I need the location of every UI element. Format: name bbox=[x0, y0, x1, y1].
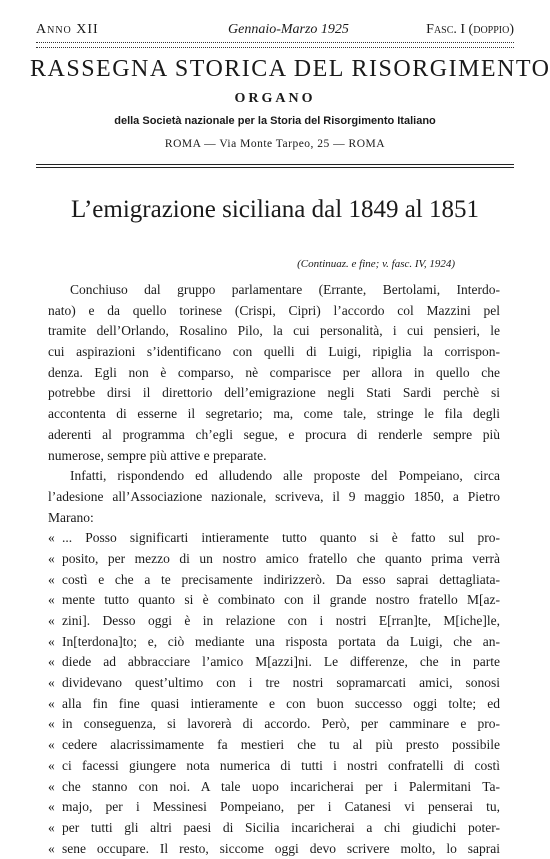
running-header bbox=[36, 22, 514, 44]
article-body bbox=[48, 280, 500, 859]
body-line-text: in conseguenza, si lavorerà di accordo. Però, per camminare e pro- bbox=[62, 716, 500, 732]
body-line-text: posito, per mezzo di un nostro amico fratello che quanto prima verrà bbox=[62, 550, 500, 566]
body-line bbox=[48, 756, 500, 777]
body-line bbox=[48, 818, 500, 839]
quote-mark: « bbox=[48, 592, 55, 608]
body-line-text: numerose, sempre più attive e preparate. bbox=[48, 447, 267, 463]
body-line bbox=[48, 694, 500, 715]
journal-society: della Società nazionale per la Storia del Risorgimento Italiano bbox=[114, 115, 436, 127]
body-line-text: Marano: bbox=[48, 509, 94, 525]
journal-organo-label: ORGANO bbox=[234, 91, 316, 106]
body-line-text: diede ad abbracciare l’amico M[azzi]ni. Le differenze, che in parte bbox=[62, 654, 500, 670]
body-line-text: potrebbe dirsi il direttorio dell’emigrazione negli Stati Sardi perchè si bbox=[48, 385, 500, 401]
quote-mark: « bbox=[48, 799, 55, 815]
body-line-text: alla fin fine quasi intieramente e con buon successo oggi tolte; ed bbox=[62, 695, 500, 711]
quote-mark: « bbox=[48, 819, 55, 835]
volume-year: Anno XII bbox=[36, 22, 99, 37]
body-line bbox=[48, 777, 500, 798]
body-line bbox=[48, 735, 500, 756]
quote-mark: « bbox=[48, 550, 55, 566]
body-line-text: tramite dell’Orlando, Rosalino Pilo, la cui personalità, i cui pensieri, le bbox=[48, 323, 500, 339]
body-line bbox=[48, 342, 500, 363]
body-line-text: aderenti al programma ch’egli segue, e procura di renderle sempre più bbox=[48, 426, 500, 442]
quote-mark: « bbox=[48, 530, 55, 546]
body-line-text: mente tutto quanto si è combinato con il grande nostro fratello M[az- bbox=[62, 592, 500, 608]
body-line-text: per tutti gli altri paesi di Sicilia incaricherai a chi giudichi poter- bbox=[62, 819, 500, 835]
article-title: L’emigrazione siciliana dal 1849 al 1851 bbox=[71, 196, 479, 223]
body-line-text: costì e che a te precisamente indirizzerò. Da esso saprai dettagliata- bbox=[62, 571, 500, 587]
body-line bbox=[48, 446, 500, 467]
body-line-text: cui aspirazioni s’identificano con quelli di Luigi, ripiglia la corrispon- bbox=[48, 344, 500, 360]
body-line-text: ci facessi giungere nota numerica di tutti i nostri confratelli di costì bbox=[62, 757, 500, 773]
body-line bbox=[48, 487, 500, 508]
quote-mark: « bbox=[48, 840, 55, 856]
body-line bbox=[48, 466, 500, 487]
body-line-text: dividevano quest’ultimo con i tre nostri sopramarcati amici, sonosi bbox=[62, 675, 500, 691]
quote-mark: « bbox=[48, 633, 55, 649]
body-line-text: accontenta di esserne il segretario; ma, come tale, stringe le fila degli bbox=[48, 406, 500, 422]
body-line bbox=[48, 714, 500, 735]
issue-date: Gennaio-Marzo 1925 bbox=[228, 22, 349, 37]
body-line-text: Infatti, rispondendo ed alludendo alle proposte del Pompeiano, circa bbox=[70, 468, 500, 484]
quote-mark: « bbox=[48, 737, 55, 753]
body-line-text: In[terdona]to; e, ciò mediante una risposta portata da Luigi, che an- bbox=[62, 633, 500, 649]
continuation-note: (Continuaz. e fine; v. fasc. IV, 1924) bbox=[297, 258, 455, 270]
body-line-text: cedere alacrissimamente fa mestieri che tu al più presto possibile bbox=[62, 737, 500, 753]
body-line bbox=[48, 528, 500, 549]
body-line-text: Conchiuso dal gruppo parlamentare (Errante, Bertolami, Interdo- bbox=[70, 282, 500, 297]
body-line bbox=[48, 508, 500, 529]
body-line bbox=[48, 611, 500, 632]
body-line bbox=[48, 280, 500, 301]
journal-title: RASSEGNA STORICA DEL RISORGIMENTO bbox=[30, 56, 550, 82]
body-line-text: majo, per i Messinesi Pompeiano, per i Catanesi vi penserai tu, bbox=[62, 799, 500, 815]
quote-mark: « bbox=[48, 613, 55, 628]
body-line-text: sene occupare. Il resto, siccome oggi devo scrivere molto, lo saprai bbox=[62, 840, 500, 856]
body-line bbox=[48, 652, 500, 673]
body-line bbox=[48, 301, 500, 322]
body-line bbox=[48, 570, 500, 591]
body-line bbox=[48, 363, 500, 384]
body-line bbox=[48, 549, 500, 570]
body-line bbox=[48, 632, 500, 653]
body-line bbox=[48, 383, 500, 404]
body-line bbox=[48, 590, 500, 611]
quote-mark: « bbox=[48, 654, 55, 670]
body-line bbox=[48, 797, 500, 818]
body-line bbox=[48, 404, 500, 425]
journal-address: ROMA — Via Monte Tarpeo, 25 — ROMA bbox=[164, 138, 386, 150]
body-line-text: l’adesione all’Associazione nazionale, scriveva, il 9 maggio 1850, a Pietro bbox=[48, 488, 500, 504]
masthead-divider-second bbox=[36, 167, 514, 168]
fascicle-number: Fasc. I (doppio) bbox=[426, 22, 514, 37]
header-ornament-divider bbox=[36, 42, 514, 48]
quote-mark: « bbox=[48, 757, 55, 773]
body-line-text: che stanno con noi. A tale uopo incaricherai per i Palermitani Ta- bbox=[62, 778, 500, 794]
quote-mark: « bbox=[48, 675, 55, 691]
body-line-text: denza. Egli non è comparso, nè comparisce per allora in quello che bbox=[48, 364, 500, 380]
body-line-text: ... Posso significarti intieramente tutto quanto si è fatto sul pro- bbox=[62, 530, 500, 546]
body-line-text: nato) e da quello torinese (Crispi, Cipri) l’accordo col Mazzini pel bbox=[48, 302, 500, 318]
quote-mark: « bbox=[48, 571, 55, 587]
body-line bbox=[48, 673, 500, 694]
quote-mark: « bbox=[48, 716, 55, 732]
body-line bbox=[48, 321, 500, 342]
body-line bbox=[48, 839, 500, 859]
body-line-text: zini]. Desso oggi è in relazione con i nostri E[rran]te, M[iche]le, bbox=[62, 613, 500, 628]
masthead-divider bbox=[36, 164, 514, 165]
quote-mark: « bbox=[48, 695, 55, 711]
body-line bbox=[48, 425, 500, 446]
quote-mark: « bbox=[48, 778, 55, 794]
